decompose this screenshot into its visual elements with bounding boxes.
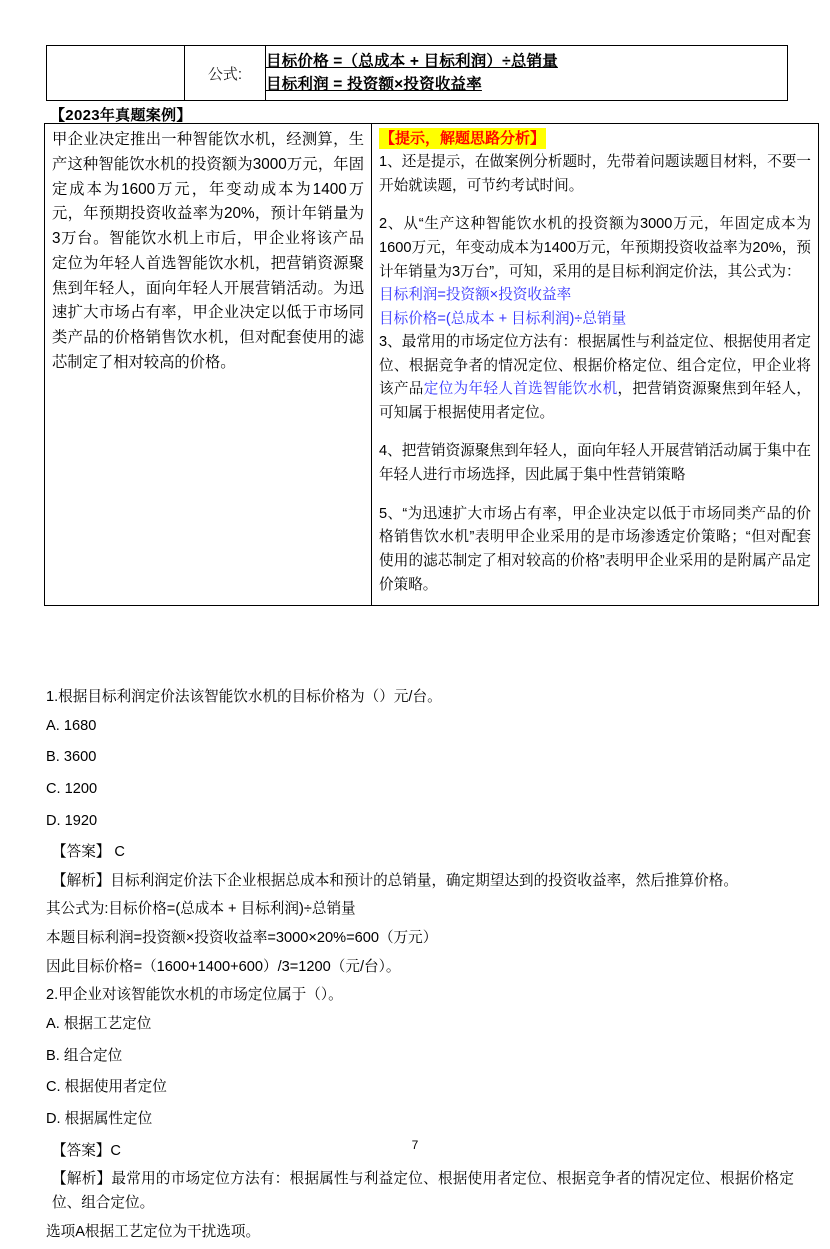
case-analysis-table (44, 123, 819, 606)
question-2-explanation-line-2: 选项A根据工艺定位为干扰选项。 (46, 1223, 261, 1240)
case-hint-cell (372, 124, 819, 606)
question-2-option-c: C. 根据使用者定位 (46, 1079, 167, 1096)
case-material-text: 甲企业决定推出一种智能饮水机，经测算，生产这种智能饮水机的投资额为3000万元，年固定成本为1600万元，年变动成本为1400万元，年预期投资收益率为20%，预计年销量为3万台。智能饮水机上市后，甲企业将该产品定位为年轻人首选智能饮水机，把营销资源聚焦到年轻人，面向年轻人开展营销活动。为迅速扩大市场占有率，甲企业决定以低于市场同类产品的价格销售饮水机，但对配套使用的滤芯制定了相对较高的价格。 (52, 131, 364, 371)
hint-paragraph-3-part-b: ，把营销资源聚焦到年轻人，可知属于根据使用者定位。 (379, 381, 811, 421)
hint-paragraph-3-part-a: 3、最常用的市场定位方法有：根据属性与利益定位、根据使用者定位、根据竞争者的情况定位、根据价格定位、组合定位，甲企业将该产品 (379, 333, 811, 398)
hint-formula-1: 目标利润=投资额×投资收益率 (379, 287, 572, 304)
question-2-stem: 2.甲企业对该智能饮水机的市场定位属于（）。 (46, 987, 343, 1004)
question-1-explanation-line-4: 因此目标价格=（1600+1400+600）/3=1200（元/台）。 (46, 958, 401, 975)
formula-table (46, 45, 788, 101)
question-1-explanation-line-2: 其公式为:目标价格=(总成本 + 目标利润)÷总销量 (46, 901, 356, 918)
question-1-explanation-line-1: 【解析】目标利润定价法下企业根据总成本和预计的总销量，确定期望达到的投资收益率，然后推算价格。 (52, 872, 738, 889)
question-1-option-d: D. 1920 (46, 812, 98, 829)
hint-paragraph-3 (379, 331, 811, 426)
question-2-option-b: B. 组合定位 (46, 1047, 123, 1064)
hint-paragraph-5: 5、“为迅速扩大市场占有率，甲企业决定以低于市场同类产品的价格销售饮水机”表明甲企业采用的是市场渗透定价策略；“但对配套使用的滤芯制定了相对较高的价格”表明甲企业采用的是附属产品定价策略。 (379, 505, 811, 593)
page-number: 7 (411, 1138, 419, 1152)
hint-paragraph-2: 2、从“生产这种智能饮水机的投资额为3000万元，年固定成本为1600万元，年变动成本为1400万元，年预期投资收益率为20%，预计年销量为3万台”，可知，采用的是目标利润定价法，其公式为： (379, 216, 811, 280)
formula-blank-cell (47, 46, 185, 101)
question-1-answer: 【答案】 C (52, 844, 125, 861)
formula-body-cell (266, 46, 788, 101)
hint-formula-2: 目标价格=(总成本 + 目标利润)÷总销量 (379, 310, 627, 327)
question-2-option-a: A. 根据工艺定位 (46, 1016, 152, 1033)
question-1-option-c: C. 1200 (46, 780, 98, 797)
question-1-stem: 1.根据目标利润定价法该智能饮水机的目标价格为（）元/台。 (46, 689, 442, 705)
question-2-answer: 【答案】C (52, 1142, 121, 1159)
hint-paragraph-3-highlight: 定位为年轻人首选智能饮水机 (423, 381, 618, 398)
formula-line-2: 目标利润 = 投资额×投资收益率 (266, 76, 482, 93)
case-material-cell (45, 124, 372, 606)
formula-line-1: 目标价格 =（总成本 + 目标利润）÷总销量 (266, 52, 558, 70)
section-caption: 【2023年真题案例】 (50, 107, 192, 124)
hint-title: 【提示，解题思路分析】 (380, 130, 546, 147)
question-1-option-a: A. 1680 (46, 717, 97, 734)
questions-section (46, 686, 794, 1249)
hint-paragraph-4: 4、把营销资源聚焦到年轻人，面向年轻人开展营销活动属于集中在年轻人进行市场选择，因此属于集中性营销策略 (379, 443, 811, 484)
question-1-option-b: B. 3600 (46, 749, 97, 766)
question-2-option-d: D. 根据属性定位 (46, 1110, 153, 1127)
hint-paragraph-1: 1、还是提示，在做案例分析题时，先带着问题读题目材料，不要一开始就读题，可节约考试时间。 (379, 154, 811, 194)
table-row (47, 46, 788, 101)
question-1-explanation-line-3: 本题目标利润=投资额×投资收益率=3000×20%=600（万元） (46, 930, 438, 947)
hint-title-wrap (379, 128, 811, 149)
table-row (45, 124, 819, 606)
question-2-explanation-line-1: 【解析】最常用的市场定位方法有：根据属性与利益定位、根据使用者定位、根据竞争者的情况定位、根据价格定位、组合定位。 (52, 1171, 794, 1211)
formula-label-cell: 公式: (185, 46, 266, 101)
